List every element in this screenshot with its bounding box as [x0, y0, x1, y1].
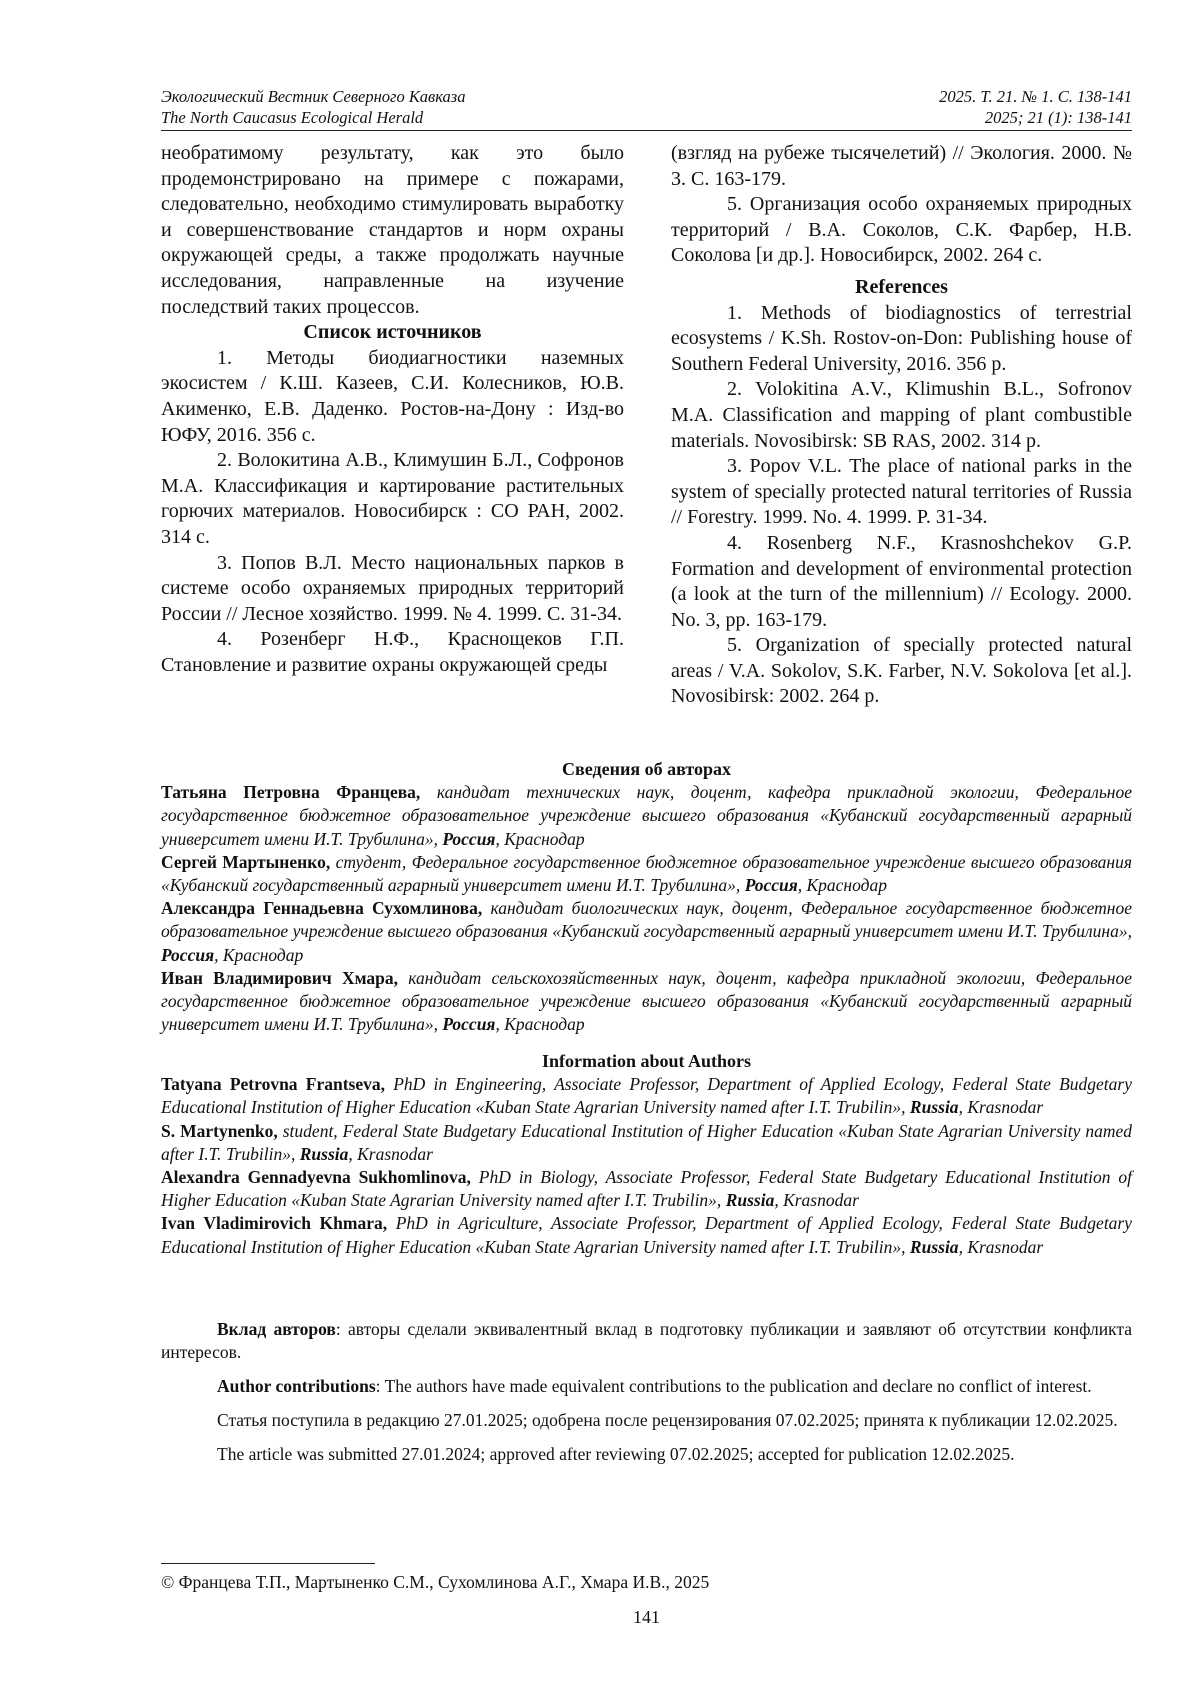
author-country: Россия — [744, 875, 798, 896]
author-country: Россия — [442, 828, 496, 849]
author-name: S. Martynenko, — [161, 1120, 278, 1141]
reference-item: 1. Methods of biodiagnostics of terrestrial ecosystems / K.Sh. Rostov-on-Don: Publishing house of Southern Federal University, 2016. 356 p. — [671, 301, 1132, 375]
dates-en: The article was submitted 27.01.2024; approved after reviewing 07.02.2025; accepted for publication 12.02.2025. — [217, 1444, 1015, 1464]
author-city: , Krasnodar — [958, 1236, 1044, 1257]
author-country: Russia — [725, 1190, 775, 1211]
author-country: Россия — [161, 944, 215, 965]
source-continuation: (взгляд на рубеже тысячелетий) // Экология. 2000. № 3. С. 163-179. — [671, 142, 1132, 190]
reference-item: 2. Volokitina A.V., Klimushin B.L., Sofronov M.A. Classification and mapping of plant combustible materials. Novosibirsk: SB RAS, 2002. 314 p. — [671, 378, 1132, 452]
dates-ru: Статья поступила в редакцию 27.01.2025; одобрена после рецензирования 07.02.2025; принята к публикации 12.02.2025. — [217, 1410, 1118, 1430]
author-name: Alexandra Gennadyevna Sukhomlinova, — [161, 1167, 471, 1188]
author-info: студент, Федеральное государственное бюджетное образовательное учреждение высшего образования «Кубанский государственный аграрный университет имени И.Т. Трубилина», — [161, 851, 1133, 896]
author-entry — [161, 967, 1132, 1037]
author-entry — [161, 1212, 1132, 1258]
journal-title-en: The North Caucasus Ecological Herald — [161, 108, 424, 127]
author-entry — [161, 1166, 1132, 1212]
contrib-ru-label: Вклад авторов — [217, 1319, 336, 1339]
author-name: Татьяна Петровна Францева, — [161, 782, 421, 803]
references-title: References — [855, 275, 948, 298]
issue-en: 2025; 21 (1): 138-141 — [984, 108, 1132, 127]
author-country: Россия — [442, 1014, 496, 1035]
source-item: 5. Организация особо охраняемых природных территорий / В.А. Соколов, С.К. Фарбер, Н.В. Соколова [и др.]. Новосибирск, 2002. 264 с. — [671, 193, 1132, 267]
author-info: PhD in Agriculture, Associate Professor, Department of Applied Ecology, Federal State Budgetary Educational Institution of Higher Education «Kuban State Agrarian University named after I.T. Trubilin», — [161, 1213, 1133, 1257]
sources-title: Список источников — [303, 321, 482, 344]
author-name: Александра Геннадьевна Сухомлинова, — [161, 898, 483, 919]
source-item: 2. Волокитина А.В., Климушин Б.Л., Софронов М.А. Классификация и картирование растительных горючих материалов. Новосибирск : СО РАН, 2002. 314 с. — [161, 449, 624, 548]
article-notes — [161, 1318, 1132, 1477]
author-name: Сергей Мартыненко, — [161, 851, 331, 872]
footnote-divider — [161, 1563, 375, 1564]
authors-ru — [161, 758, 1132, 1036]
copyright-line: © Францева Т.П., Мартыненко С.М., Сухомлинова А.Г., Хмара И.В., 2025 — [161, 1572, 710, 1592]
contrib-ru — [161, 1318, 1132, 1364]
left-column — [161, 141, 624, 678]
author-info: кандидат технических наук, доцент, кафедра прикладной экологии, Федеральное государственное бюджетное образовательное учреждение высшего образования «Кубанский государственный аграрный университет имени И.Т. Трубилина», — [161, 782, 1132, 849]
author-city: , Краснодар — [797, 875, 887, 896]
right-column — [671, 141, 1132, 710]
contrib-en-text: : The authors have made equivalent contributions to the publication and declare no conflict of interest. — [375, 1376, 1092, 1396]
author-info: PhD in Biology, Associate Professor, Federal State Budgetary Educational Institution of Higher Education «Kuban State Agrarian University named after I.T. Trubilin», — [161, 1167, 1132, 1211]
author-name: Tatyana Petrovna Frantseva, — [161, 1074, 385, 1095]
author-country: Russia — [299, 1143, 349, 1164]
source-item: 1. Методы биодиагностики наземных экосистем / К.Ш. Казеев, С.И. Колесников, Ю.В. Акименко, Е.В. Даденко. Ростов-на-Дону : Изд-во ЮФУ, 2016. 356 с. — [161, 346, 624, 446]
author-country: Russia — [909, 1097, 959, 1118]
author-city: , Краснодар — [495, 828, 585, 849]
author-info: кандидат сельскохозяйственных наук, доцент, кафедра прикладной экологии, Федеральное государственное бюджетное образовательное учреждение высшего образования «Кубанский государственный аграрный университет имени И.Т. Трубилина», — [161, 967, 1133, 1035]
source-item: 3. Попов В.Л. Место национальных парков в системе особо охраняемых природных территорий России // Лесное хозяйство. 1999. № 4. 1999. С. 31-34. — [161, 551, 624, 625]
author-info: student, Federal State Budgetary Educational Institution of Higher Education «Kuban State Agrarian University named after I.T. Trubilin», — [161, 1120, 1132, 1164]
author-info: кандидат биологических наук, доцент, Федеральное государственное бюджетное образовательное учреждение высшего образования «Кубанский государственный аграрный университет имени И.Т. Трубилина», — [161, 898, 1132, 942]
author-city: , Краснодар — [214, 944, 304, 965]
author-city: , Краснодар — [495, 1014, 585, 1035]
journal-title-ru: Экологический Вестник Северного Кавказа — [161, 87, 466, 106]
authors-en — [161, 1050, 1132, 1259]
reference-item: 3. Popov V.L. The place of national parks in the system of specially protected natural territories of Russia // Forestry. 1999. No. 4. 1999. P. 31-34. — [671, 455, 1132, 529]
author-city: , Krasnodar — [774, 1190, 859, 1211]
author-city: , Krasnodar — [958, 1097, 1044, 1118]
author-entry — [161, 1073, 1132, 1119]
page-number: 141 — [633, 1607, 660, 1627]
author-name: Иван Владимирович Хмара, — [161, 967, 399, 988]
author-name: Ivan Vladimirovich Khmara, — [161, 1213, 388, 1234]
author-entry — [161, 897, 1132, 967]
authors-en-title: Information about Authors — [541, 1051, 752, 1071]
author-city: , Krasnodar — [348, 1143, 433, 1164]
author-info: PhD in Engineering, Associate Professor, Department of Applied Ecology, Federal State Budgetary Educational Institution of Higher Education «Kuban State Agrarian University named after I.T. Trubilin», — [161, 1074, 1132, 1118]
reference-item: 4. Rosenberg N.F., Krasnoshchekov G.P. Formation and development of environmental protection (a look at the turn of the millennium) // Ecology. 2000. No. 3, pp. 163-179. — [671, 531, 1132, 631]
contrib-en — [161, 1375, 1132, 1398]
body-paragraph: необратимому результату, как это было продемонстрировано на примере с пожарами, следовательно, необходимо стимулировать выработку и совершенствование стандартов и норм охраны окружающей среды, а также продолжать научные исследования, направленные на изучение последствий таких процессов. — [161, 142, 624, 318]
reference-item: 5. Organization of specially protected natural areas / V.A. Sokolov, S.K. Farber, N.V. Sokolova [et al.]. Novosibirsk: 2002. 264 p. — [671, 634, 1132, 708]
author-entry — [161, 1120, 1132, 1166]
authors-ru-title: Сведения об авторах — [562, 759, 731, 779]
source-item: 4. Розенберг Н.Ф., Краснощеков Г.П. Становление и развитие охраны окружающей среды — [161, 628, 624, 676]
contrib-en-label: Author contributions — [217, 1376, 376, 1396]
issue-ru: 2025. Т. 21. № 1. С. 138-141 — [939, 87, 1132, 106]
contrib-ru-text: : авторы сделали эквивалентный вклад в подготовку публикации и заявляют об отсутствии конфликта интересов. — [161, 1319, 1132, 1362]
author-country: Russia — [909, 1236, 959, 1257]
author-entry — [161, 781, 1132, 851]
header-divider — [161, 130, 1132, 131]
author-entry — [161, 851, 1132, 897]
